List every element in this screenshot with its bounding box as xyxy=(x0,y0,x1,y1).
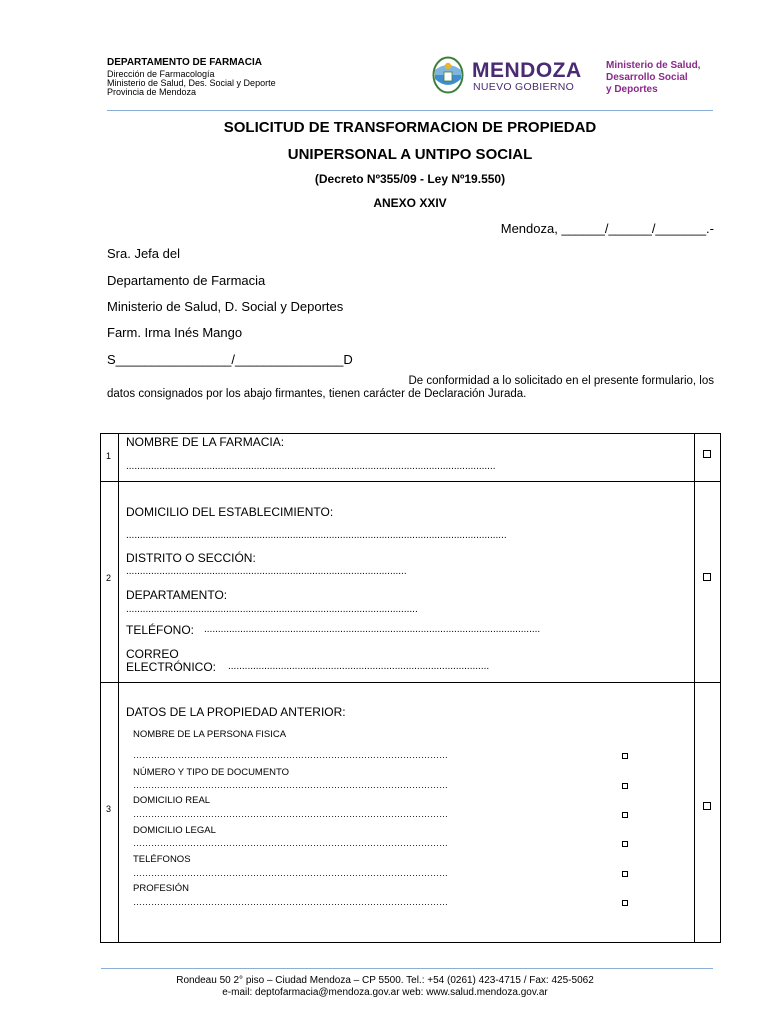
department-field[interactable]: ......................................................................................................... xyxy=(126,604,418,615)
document-field[interactable]: …………………………………………………………………………………………… xyxy=(133,780,448,790)
declaration-paragraph xyxy=(107,375,714,401)
pharmacy-name-label: NOMBRE DE LA FARMACIA: xyxy=(126,435,285,449)
header-line-province: Provincia de Mendoza xyxy=(107,87,197,97)
phones-field[interactable]: …………………………………………………………………………………………… xyxy=(133,868,448,878)
email-field[interactable]: .............................................................................................. xyxy=(228,661,490,672)
person-name-checkbox[interactable] xyxy=(622,753,628,759)
declaration-lead: De conformidad a lo solicitado en el presente formulario, los xyxy=(408,375,714,387)
establishment-address-field[interactable]: ......................................................................................................................................... xyxy=(126,530,507,541)
document-label: NÚMERO Y TIPO DE DOCUMENTO xyxy=(133,767,290,778)
phones-label: TELÉFONOS xyxy=(133,854,191,865)
addressee-line3: Ministerio de Salud, D. Social y Deportes xyxy=(107,299,344,314)
decree-reference: (Decreto Nº355/09 - Ley Nº19.550) xyxy=(314,172,506,186)
phone-label: TELÉFONO: xyxy=(126,623,195,637)
profession-checkbox[interactable] xyxy=(622,900,628,906)
phones-checkbox[interactable] xyxy=(622,871,628,877)
email-label-line2: ELECTRÓNICO: xyxy=(126,660,217,674)
table-divider xyxy=(118,433,119,943)
mendoza-logo-sub: NUEVO GOBIERNO xyxy=(473,81,575,93)
phone-field[interactable]: ......................................................................................................................... xyxy=(204,624,541,635)
addressee-line2: Departamento de Farmacia xyxy=(107,273,266,288)
ministry-logo-line: Desarrollo Social xyxy=(606,72,688,83)
addressee-line4: Farm. Irma Inés Mango xyxy=(107,325,243,340)
document-title-line1: SOLICITUD DE TRANSFORMACION DE PROPIEDAD xyxy=(223,119,597,136)
email-label-line1: CORREO xyxy=(126,647,179,661)
footer-divider xyxy=(101,968,713,969)
row1-checkbox[interactable] xyxy=(703,450,711,458)
department-title: DEPARTAMENTO DE FARMACIA xyxy=(107,57,262,68)
date-line: Mendoza, ______/______/_______.- xyxy=(500,221,714,236)
footer-contact: e-mail: deptofarmacia@mendoza.gov.ar web: www.salud.mendoza.gov.ar xyxy=(222,987,548,998)
previous-property-heading: DATOS DE LA PROPIEDAD ANTERIOR: xyxy=(126,705,346,719)
addressee-salutation: S________________/_______________D xyxy=(107,352,353,367)
legal-address-checkbox[interactable] xyxy=(622,841,628,847)
row2-checkbox[interactable] xyxy=(703,573,711,581)
establishment-address-label: DOMICILIO DEL ESTABLECIMIENTO: xyxy=(126,505,334,519)
mendoza-emblem-icon xyxy=(432,56,464,94)
real-address-field[interactable]: …………………………………………………………………………………………… xyxy=(133,809,448,819)
district-field[interactable]: ..................................................................................................... xyxy=(126,566,407,577)
district-label: DISTRITO O SECCIÓN: xyxy=(126,551,256,565)
document-title-line2: UNIPERSONAL A UNTIPO SOCIAL xyxy=(287,146,533,163)
profession-label: PROFESIÓN xyxy=(133,883,189,894)
table-divider xyxy=(100,481,721,482)
header-line-direction: Dirección de Farmacología xyxy=(107,69,215,79)
real-address-label: DOMICILIO REAL xyxy=(133,795,211,806)
person-name-field[interactable]: …………………………………………………………………………………………… xyxy=(133,750,448,760)
footer-address: Rondeau 50 2° piso – Ciudad Mendoza – CP 5500. Tel.: +54 (0261) 423-4715 / Fax: 425-5062 xyxy=(176,975,594,986)
header-divider xyxy=(107,110,713,111)
declaration-rest: datos consignados por los abajo firmantes, tienen carácter de Declaración Jurada. xyxy=(107,388,527,400)
ministry-logo xyxy=(606,60,700,96)
ministry-logo-line: y Deportes xyxy=(606,84,658,95)
pharmacy-name-field[interactable]: ..................................................................................................................................... xyxy=(126,461,496,472)
row-number: 1 xyxy=(106,451,112,461)
annex-label: ANEXO XXIV xyxy=(373,196,447,210)
table-divider xyxy=(100,682,721,683)
mendoza-logo-word: MENDOZA xyxy=(472,59,582,82)
legal-address-label: DOMICILIO LEGAL xyxy=(133,825,216,836)
ministry-logo-line: Ministerio de Salud, xyxy=(606,60,701,71)
person-name-label: NOMBRE DE LA PERSONA FISICA xyxy=(133,729,287,740)
header-line-ministry: Ministerio de Salud, Des. Social y Deporte xyxy=(107,78,276,88)
row-number: 2 xyxy=(106,573,112,583)
addressee-line1: Sra. Jefa del xyxy=(107,246,180,261)
legal-address-field[interactable]: …………………………………………………………………………………………… xyxy=(133,838,448,848)
table-divider xyxy=(694,433,695,943)
real-address-checkbox[interactable] xyxy=(622,812,628,818)
row3-checkbox[interactable] xyxy=(703,802,711,810)
document-checkbox[interactable] xyxy=(622,783,628,789)
row-number: 3 xyxy=(106,804,112,814)
profession-field[interactable]: …………………………………………………………………………………………… xyxy=(133,897,448,907)
department-label: DEPARTAMENTO: xyxy=(126,588,228,602)
